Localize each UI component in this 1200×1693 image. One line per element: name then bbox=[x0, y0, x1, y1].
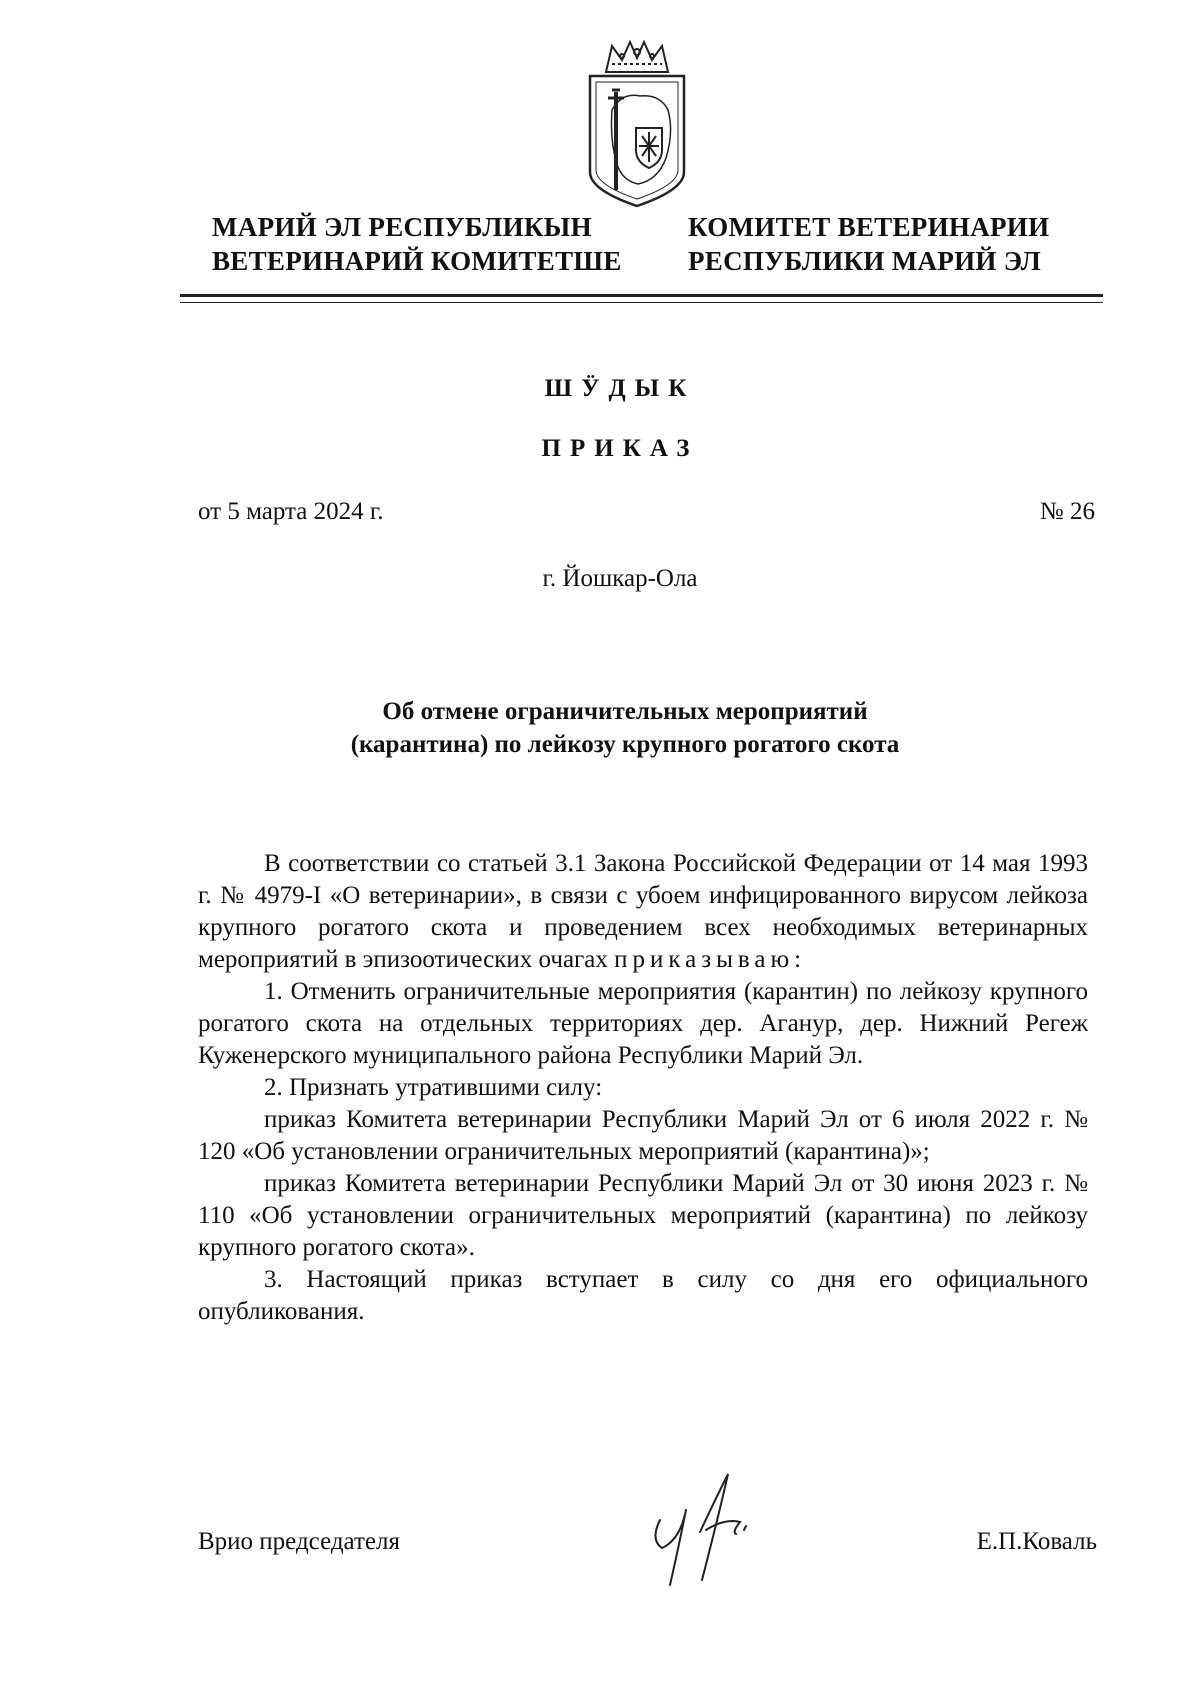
document-subject bbox=[0, 695, 1200, 761]
document-body bbox=[198, 848, 1088, 1328]
signatory-position: Врио председателя bbox=[198, 1528, 401, 1555]
document-number: № 26 bbox=[1039, 498, 1095, 525]
preamble-paragraph bbox=[198, 848, 1088, 976]
subject-line-1: Об отмене ограничительных мероприятий bbox=[382, 698, 868, 725]
item-2: 2. Признать утратившими силу: bbox=[264, 1074, 603, 1101]
coat-of-arms-emblem bbox=[582, 40, 692, 208]
org-name-mari-line2: ВЕТЕРИНАРИЙ КОМИТЕТШЕ bbox=[212, 246, 622, 276]
org-name-russian-line2: РЕСПУБЛИКИ МАРИЙ ЭЛ bbox=[688, 246, 1042, 276]
item-2-b: приказ Комитета ветеринарии Республики Марий Эл от 30 июня 2023 г. № 110 «Об установлении ограничительных мероприятий (карантина) по лейкозу крупного рогатого скота». bbox=[198, 1170, 1088, 1261]
handwritten-signature bbox=[640, 1470, 780, 1590]
document-title-russian: ПРИКАЗ bbox=[541, 435, 699, 462]
org-name-mari-line1: МАРИЙ ЭЛ РЕСПУБЛИКЫН bbox=[212, 212, 592, 242]
signatory-name: Е.П.Коваль bbox=[976, 1528, 1097, 1555]
preamble-text: В соответствии со статьей 3.1 Закона Российской Федерации от 14 мая 1993 г. № 4979-I «О ветеринарии», в связи с убоем инфицированного вирусом лейкоза крупного рогатого скота и проведением всех необходимых ветеринарных мероприятий в эпизоотических очагах bbox=[198, 850, 1088, 973]
org-name-russian bbox=[688, 210, 1049, 278]
document-city: г. Йошкар-Ола bbox=[542, 565, 698, 592]
document-date: от 5 марта 2024 г. bbox=[198, 498, 384, 525]
org-name-mari bbox=[212, 210, 622, 278]
header-divider-thin bbox=[180, 302, 1103, 303]
document-title-mari: ШӰДЫК bbox=[544, 375, 696, 402]
item-2-a: приказ Комитета ветеринарии Республики Марий Эл от 6 июля 2022 г. № 120 «Об установлении ограничительных мероприятий (карантина)»; bbox=[198, 1106, 1088, 1165]
item-3: 3. Настоящий приказ вступает в силу со дня его официального опубликования. bbox=[198, 1266, 1088, 1325]
header-divider-thick bbox=[180, 294, 1103, 297]
org-name-russian-line1: КОМИТЕТ ВЕТЕРИНАРИИ bbox=[688, 212, 1050, 242]
item-1: 1. Отменить ограничительные мероприятия (карантин) по лейкозу крупного рогатого скота на отдельных территориях дер. Аганур, дер. Нижний Регеж Куженерского муниципального района Республики Марий Эл. bbox=[198, 978, 1088, 1069]
subject-line-2: (карантина) по лейкозу крупного рогатого скота bbox=[350, 731, 900, 758]
order-word: приказываю: bbox=[614, 946, 807, 973]
